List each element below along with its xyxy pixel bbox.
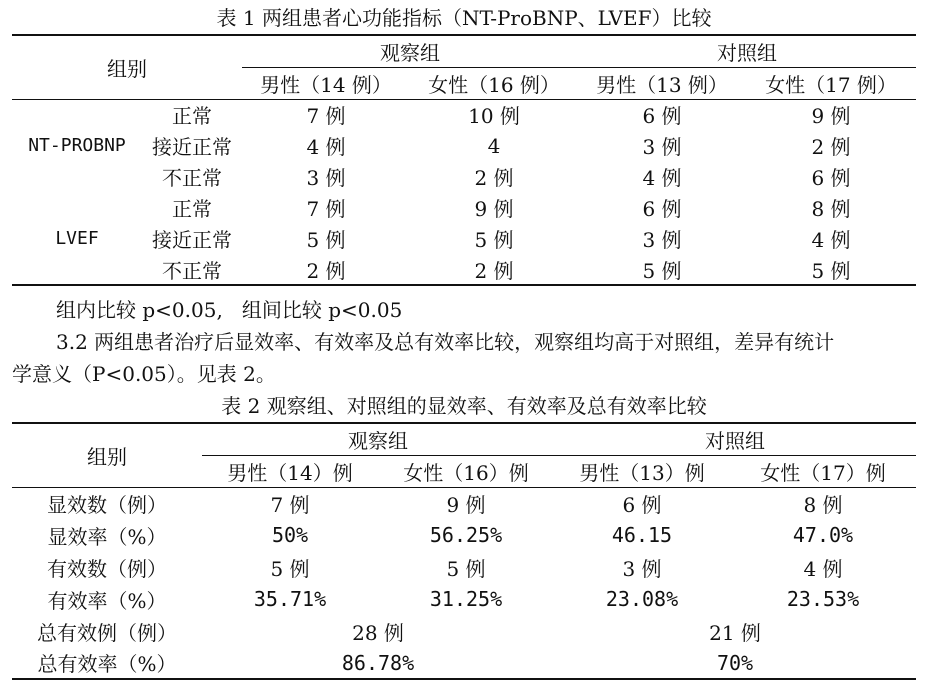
table-cell: 4 例 [642,166,682,190]
table1-row-label: 正常 [172,197,212,221]
table-cell: 5 例 [811,258,851,283]
table-cell: 5 例 [446,556,486,581]
table-cell: 8 例 [803,492,843,517]
table1-observation-header: 观察组 [242,35,578,67]
table-cell: 7 例 [306,197,346,221]
table2-col-header: 男性（14）例 [227,460,353,485]
table1-row-label: 不正常 [162,258,222,283]
table-cell: 4 例 [803,556,843,581]
table-row [12,99,916,130]
table2-row-label: 有效率（%） [47,588,167,613]
table1-row-label: 接近正常 [152,228,232,252]
table2-col-header: 男性（13）例 [579,460,705,485]
table1-group-header: 组别 [12,35,242,99]
table2-caption: 表 2 观察组、对照组的显效率、有效率及总有效率比较 [221,394,707,418]
table-cell: 3 例 [642,228,682,252]
table2-col-header: 女性（17）例 [760,460,886,485]
table-cell: 9 例 [446,492,486,517]
table2-col-header: 女性（16）例 [403,460,529,485]
table-cell: 6 例 [642,197,682,221]
paragraph-line-1: 3.2 两组患者治疗后显效率、有效率及总有效率比较，观察组均高于对照组，差异有统计 [56,330,835,354]
table-row [12,161,916,192]
table-cell: 7 例 [306,104,346,129]
table1-row-label: 不正常 [162,166,222,190]
table-cell: 2 例 [811,135,851,159]
table-cell: 6 例 [622,492,662,517]
table1-col-header: 男性（14 例） [260,72,392,97]
table1-col-header: 女性（16 例） [428,72,560,97]
table-cell: 2 例 [474,258,514,283]
table-row [12,223,916,254]
table1-section-label: NT-PROBNP [28,135,126,157]
table-row [12,647,916,679]
table1-note: 组内比较 p<0.05, 组间比较 p<0.05 [56,298,403,322]
table-cell: 3 例 [306,166,346,190]
table-cell: 5 例 [306,228,346,252]
table2-control-header: 对照组 [554,423,916,455]
table-cell: 28 例 [352,620,404,645]
table1 [12,34,916,286]
table2-row-label: 显效率（%） [47,524,167,549]
table-cell: 86.78% [341,650,415,675]
table-row [12,583,916,615]
table-row [12,551,916,583]
table-cell: 2 例 [306,258,346,283]
table-cell: 3 例 [622,556,662,581]
table1-row-label: 接近正常 [152,135,232,159]
table-cell: 23.08% [605,587,679,611]
table-row [12,130,916,161]
table1-section-label: LVEF [12,192,142,285]
table-cell: 5 例 [270,556,310,581]
table-cell: 2 例 [474,166,514,190]
table-cell: 21 例 [709,620,761,645]
table-cell: 31.25% [429,587,503,611]
table-cell: 8 例 [811,197,851,221]
table-cell: 7 例 [270,492,310,517]
table-cell: 10 例 [468,104,520,129]
table-cell: 23.53% [786,587,860,611]
table1-col-header: 男性（13 例） [596,72,728,97]
table-cell: 50% [271,523,309,547]
table-row [12,615,916,647]
table-row [12,254,916,285]
table1-caption: 表 1 两组患者心功能指标（NT-ProBNP、LVEF）比较 [216,6,712,30]
table-cell: 5 例 [642,258,682,283]
table-cell: 35.71% [253,587,327,611]
table2-group-header: 组别 [12,423,202,487]
table-cell: 5 例 [474,228,514,252]
table-cell: 4 例 [306,135,346,159]
table2-row-label: 总有效率（%） [37,652,177,676]
table1-row-label: 正常 [172,104,212,129]
table2 [12,422,916,680]
paragraph-line-2: 学意义（P<0.05）。见表 2。 [12,362,276,386]
table-cell: 70% [716,650,754,675]
table-row [12,519,916,551]
table1-col-header: 女性（17 例） [765,72,897,97]
table-cell: 9 例 [811,104,851,129]
table-cell: 47.0% [792,523,854,547]
table-cell: 56.25% [429,523,503,547]
table2-row-label: 总有效例（例） [37,620,177,645]
table-cell: 6 例 [811,166,851,190]
table-row [12,487,916,519]
table-cell: 4 [487,133,501,158]
table2-row-label: 显效数（例） [47,492,167,517]
table-cell: 46.15 [611,523,673,547]
table2-row-label: 有效数（例） [47,556,167,581]
table-cell: 3 例 [642,135,682,159]
table-cell: 4 例 [811,228,851,252]
table-cell: 9 例 [474,197,514,221]
table-row [12,192,916,223]
table1-control-header: 对照组 [578,35,916,67]
table2-observation-header: 观察组 [202,423,554,455]
table-cell: 6 例 [642,104,682,129]
